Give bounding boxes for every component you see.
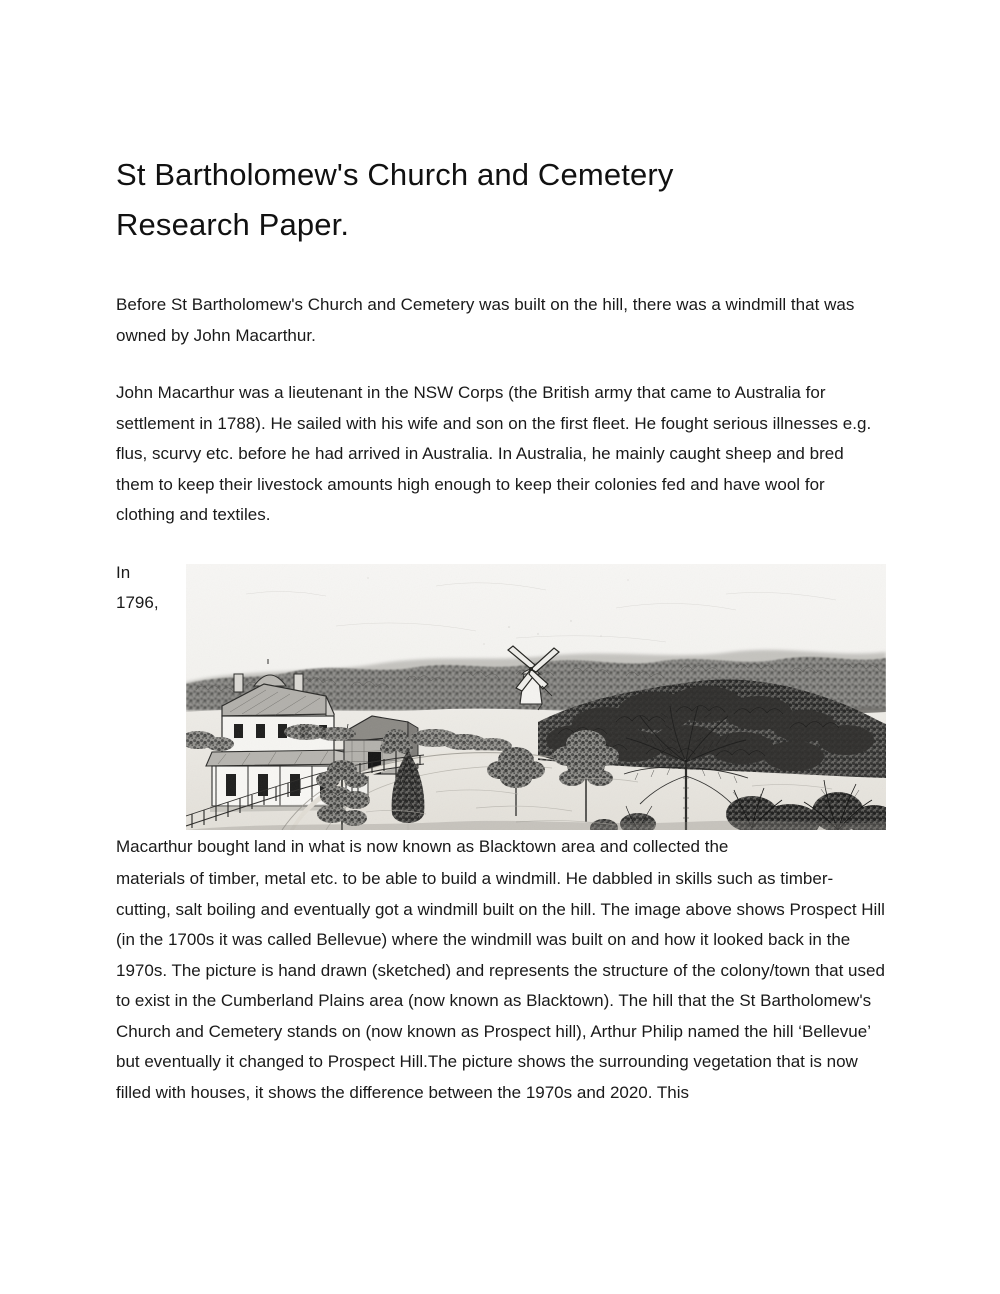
prospect-hill-sketch-figure bbox=[186, 564, 886, 830]
paragraph-macarthur-biography: John Macarthur was a lieutenant in the NSW Corps (the British army that came to Australia for settlement in 1788). He sailed with his wife and son on the first fleet. He fought serious illnesses e.g. flus, scurvy etc. before he had arrived in Australia. In Australia, he mainly caught sheep and bred them to keep their livestock amounts high enough to keep their colonies fed and have wool for clothing and textiles. bbox=[116, 383, 872, 525]
figure-text-block bbox=[116, 558, 886, 1109]
page-title: St Bartholomew's Church and Cemetery Research Paper. bbox=[116, 157, 674, 243]
paragraph-intro: Before St Bartholomew's Church and Cemetery was built on the hill, there was a windmill that was owned by John Macarthur. bbox=[116, 295, 855, 345]
paragraph-spacer-1 bbox=[116, 351, 886, 378]
paragraph-spacer-2 bbox=[116, 531, 886, 558]
prospect-hill-sketch-image bbox=[186, 564, 886, 830]
paragraph-land-purchase-continued: materials of timber, metal etc. to be able to build a windmill. He dabbled in skills such as timber-cutting, salt boiling and eventually got a windmill built on the hill. The image above shows Prospect Hill (in the 1700s it was called Bellevue) where the windmill was built on and how it looked back in the 1970s. The picture is hand drawn (sketched) and represents the structure of the colony/town that used to exist in the Cumberland Plains area (now known as Blacktown). The hill that the St Bartholomew's Church and Cemetery stands on (now known as Prospect hill), Arthur Philip named the hill ‘Bellevue’ but eventually it changed to Prospect Hill.The picture shows the surrounding vegetation that is now filled with houses, it shows the difference between the 1970s and 2020. This bbox=[116, 869, 885, 1102]
document-content bbox=[116, 150, 886, 1108]
title-body-spacer bbox=[116, 260, 886, 290]
paragraph-land-purchase-wrapped: In 1796, Macarthur bought land in what is now known as Blacktown area and collected the bbox=[116, 562, 729, 856]
